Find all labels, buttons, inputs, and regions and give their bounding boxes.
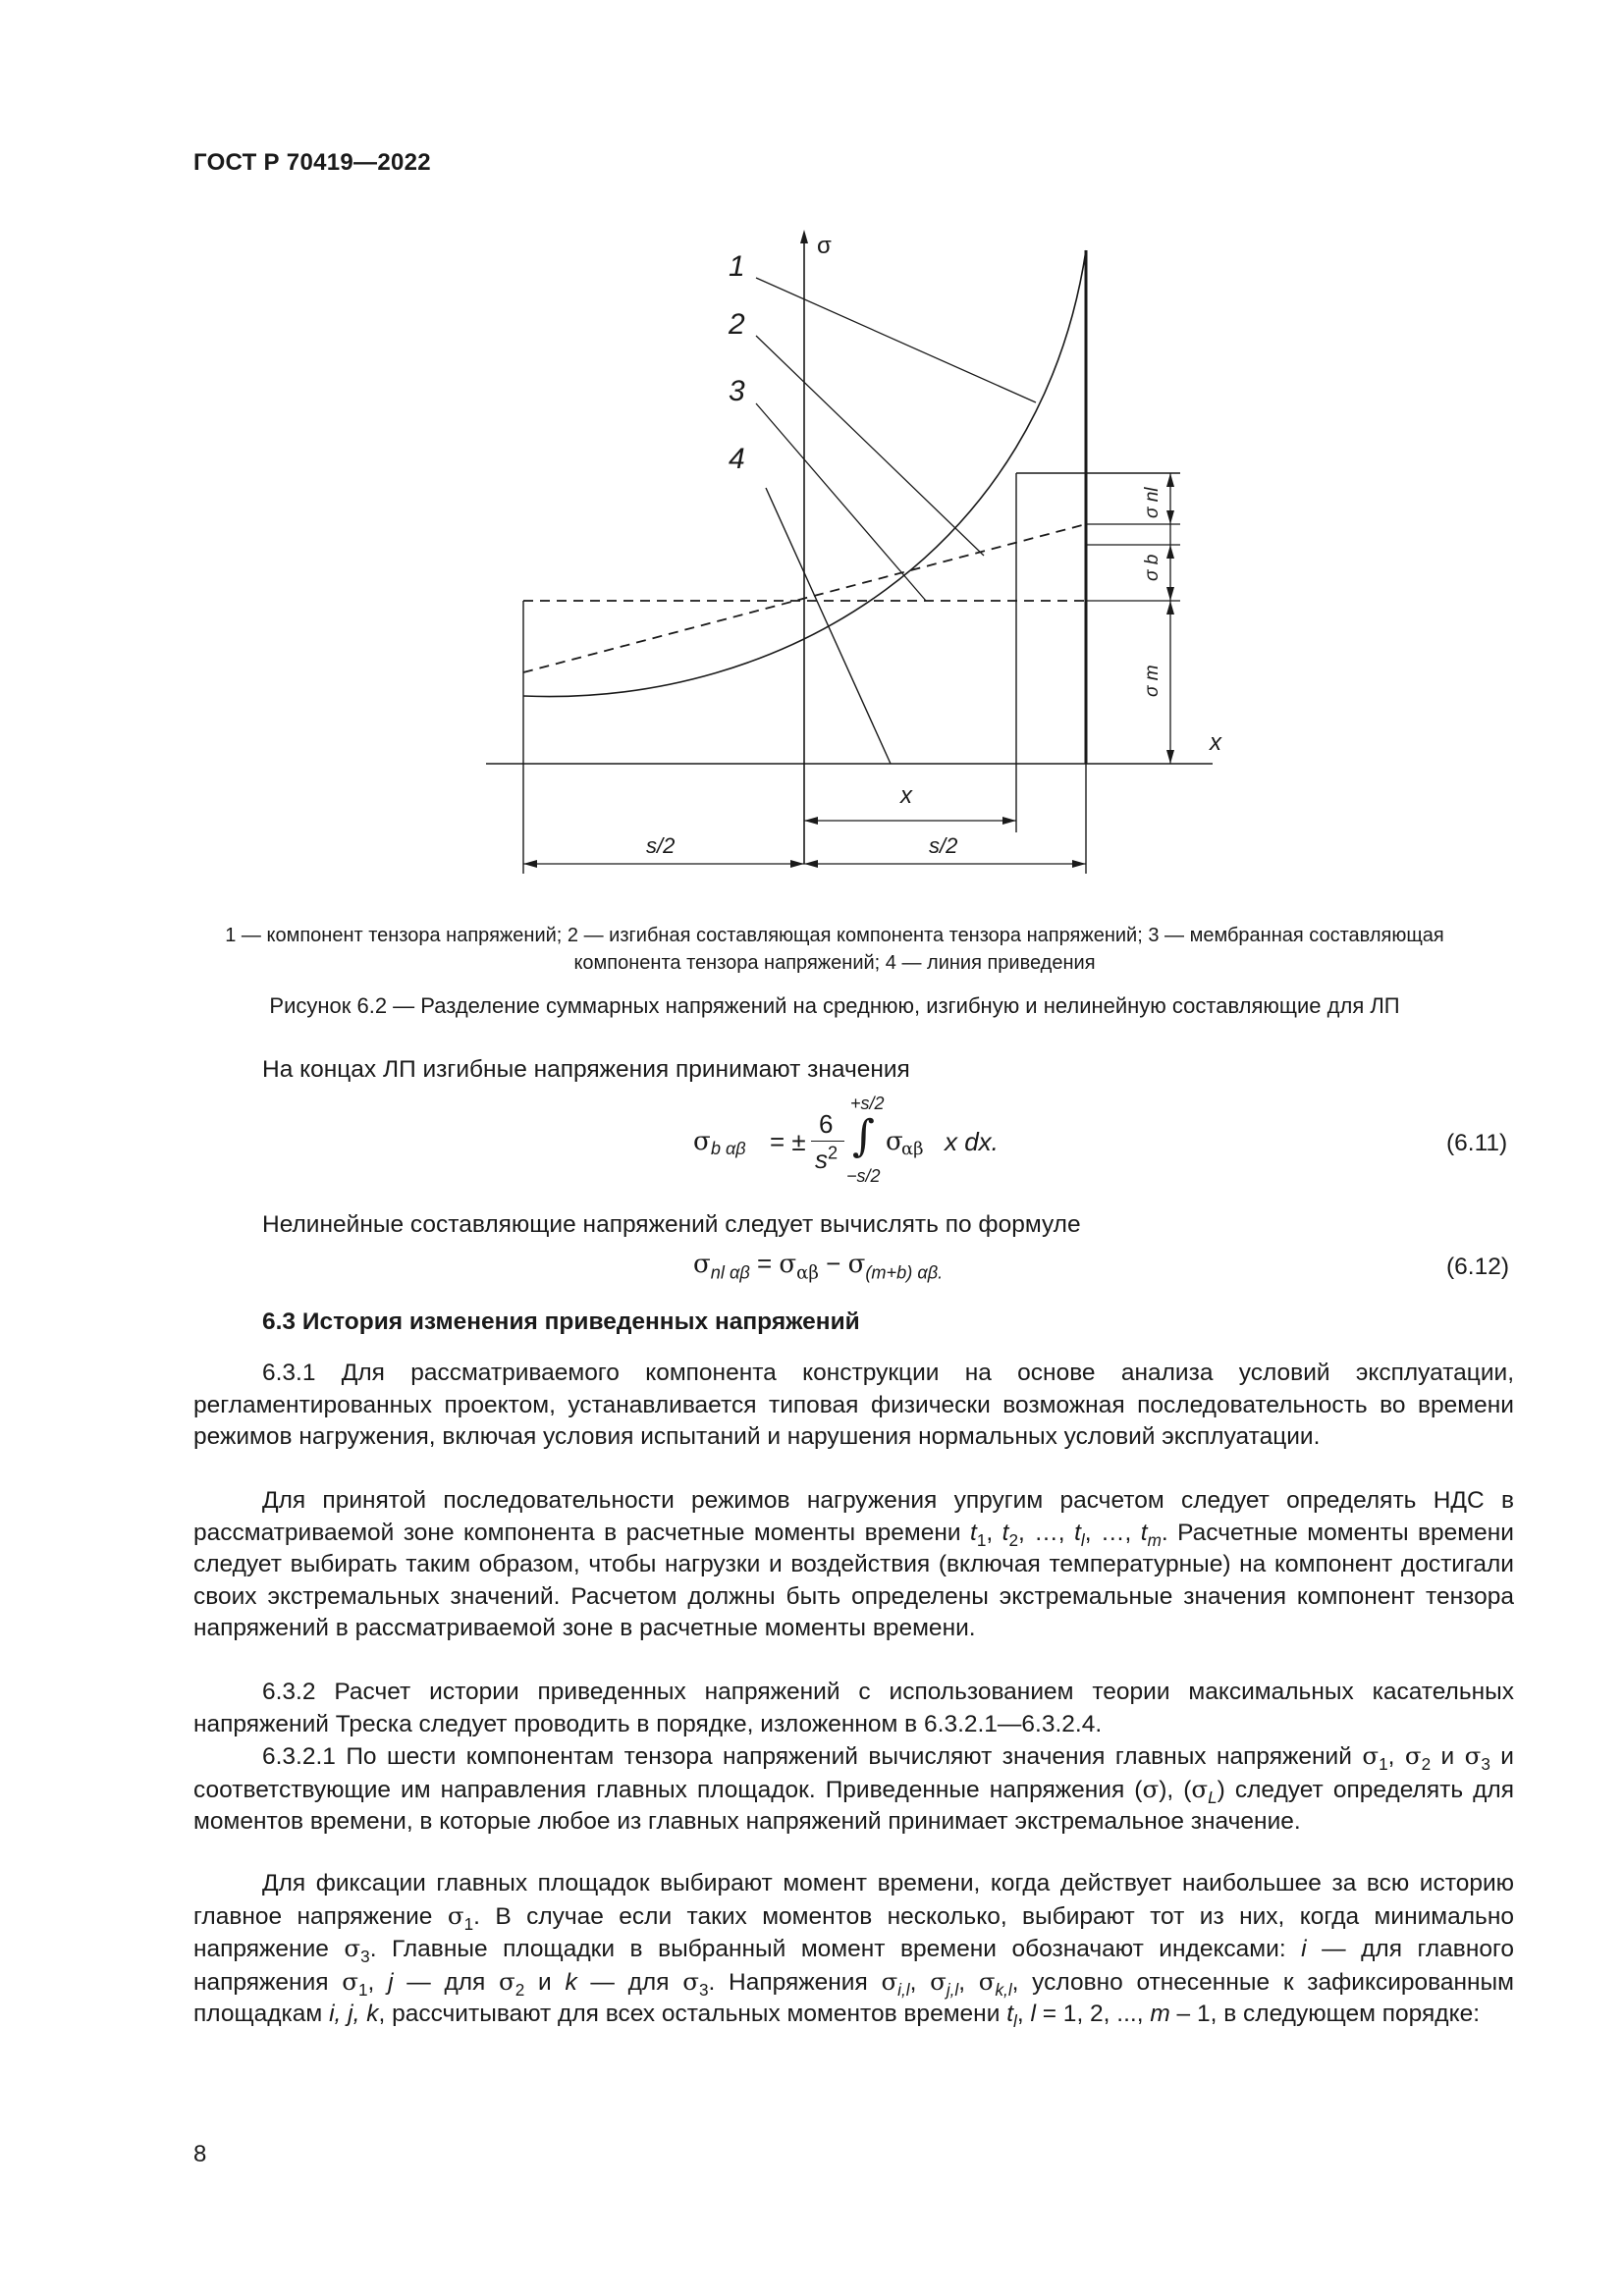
paragraph-6-3-1: 6.3.1 Для рассматриваемого компонента конструкции на основе анализа условий эксплуатации, регламентированных проектом, устанавливается типовая физически возможная последовательность во времени режимов нагружения, включая условия испытаний и нарушения нормальных условий эксплуатации.: [193, 1360, 1514, 1450]
label-4: 4: [729, 443, 745, 475]
dim-s-left: s/2: [646, 833, 676, 858]
equation-6-12: $\sigma_{nl \alpha\beta} = \sigma_{\alpha\beta} - \sigma_{(m+b) \alpha\beta.}$: [693, 1249, 944, 1284]
label-3: 3: [729, 375, 745, 407]
label-1: 1: [729, 250, 745, 283]
dim-x-label: x: [900, 782, 912, 809]
equation-6-11-number: (6.11): [1446, 1130, 1508, 1156]
sigma-axis-arrow: [800, 230, 808, 243]
equation-6-12-number: (6.12): [1446, 1254, 1510, 1280]
figure-key-line2: компонента тензора напряжений; 4 — линия приведения: [573, 952, 1096, 974]
paragraph-6-3-2-1: 6.3.2.1 По шести компонентам тензора напряжений вычисляют значения главных напряжений $\sigma_1$, $\sigma_2$ и $\sigma_3$ и соответствующие им направления главных площадок. Приведенные напряжения (σ), $(\sigma_L)$ следует определять для моментов времени, в которые любое из главных напряжений принимает экстремальное значение.: [193, 1741, 1514, 1835]
bending-intro: На концах ЛП изгибные напряжения принимают значения: [262, 1056, 910, 1083]
paragraph-nds: Для принятой последовательности режимов нагружения упругим расчетом следует определять НДС в рассматриваемой зоне компонента в расчетные моменты времени $t_1$, $t_2$, …, $t_l$, …, $t_m$. Расчетные моменты времени следует выбирать таким образом, чтобы нагрузки и воздействия (включая температурные) на компонент достигали своих экстремальных значений. Расчетом должны быть определены экстремальные значения компонент тензора напряжений в рассматриваемой зоне в расчетные моменты времени.: [193, 1487, 1514, 1641]
page-number: 8: [193, 2141, 207, 2167]
linearization-line: [766, 488, 891, 764]
document-header: ГОСТ Р 70419—2022: [193, 149, 431, 176]
equation-6-11: σ b αβ = ± 6 $s^2$ ∫ +s/2 −s/2 σ αβ x dx.: [693, 1094, 999, 1186]
figure-key-line1: 1 — компонент тензора напряжений; 2 — изгибная составляющая компонента тензора напряжений; 3 — мембранная составляющая: [225, 925, 1444, 946]
sigma-axis-label: σ: [817, 233, 832, 259]
x-axis-label: x: [1210, 729, 1221, 756]
figure-caption: Рисунок 6.2 — Разделение суммарных напряжений на среднюю, изгибную и нелинейную составляющие для ЛП: [269, 993, 1400, 1018]
sigma-nl-label: σ nl: [1142, 487, 1163, 518]
figure-key: [147, 922, 1522, 977]
paragraph-fixation: Для фиксации главных площадок выбирают момент времени, когда действует наибольшее за всю историю главное напряжение $\sigma_1$. В случае если таких моментов несколько, выбирают тот из них, когда минимально напряжение $\sigma_3$. Главные площадки в выбранный момент времени обозначают индексами: i — для главного напряжения $\sigma_1$, j — для $\sigma_2$ и k — для $\sigma_3$. Напряжения $\sigma_{i,l}$, $\sigma_{j,l}$, $\sigma_{k,l}$, условно отнесенные к зафиксированным площадкам i, j, k, рассчитывают для всех остальных моментов времени $t_l$, l = 1, 2, ..., m – 1, в следующем порядке:: [193, 1870, 1515, 2031]
sigma-b-label: σ b: [1142, 554, 1163, 581]
section-heading: 6.3 История изменения приведенных напряжений: [262, 1308, 860, 1335]
label-2: 2: [729, 308, 745, 341]
nonlinear-intro: Нелинейные составляющие напряжений следует вычислять по формуле: [262, 1211, 1081, 1238]
paragraph-6-3-2: 6.3.2 Расчет истории приведенных напряжений с использованием теории максимальных касательных напряжений Треска следует проводить в порядке, изложенном в 6.3.2.1—6.3.2.4.: [193, 1679, 1514, 1737]
sigma-m-label: σ m: [1142, 665, 1163, 697]
dim-s-right: s/2: [929, 833, 958, 858]
stress-decomposition-figure: [0, 0, 1624, 923]
